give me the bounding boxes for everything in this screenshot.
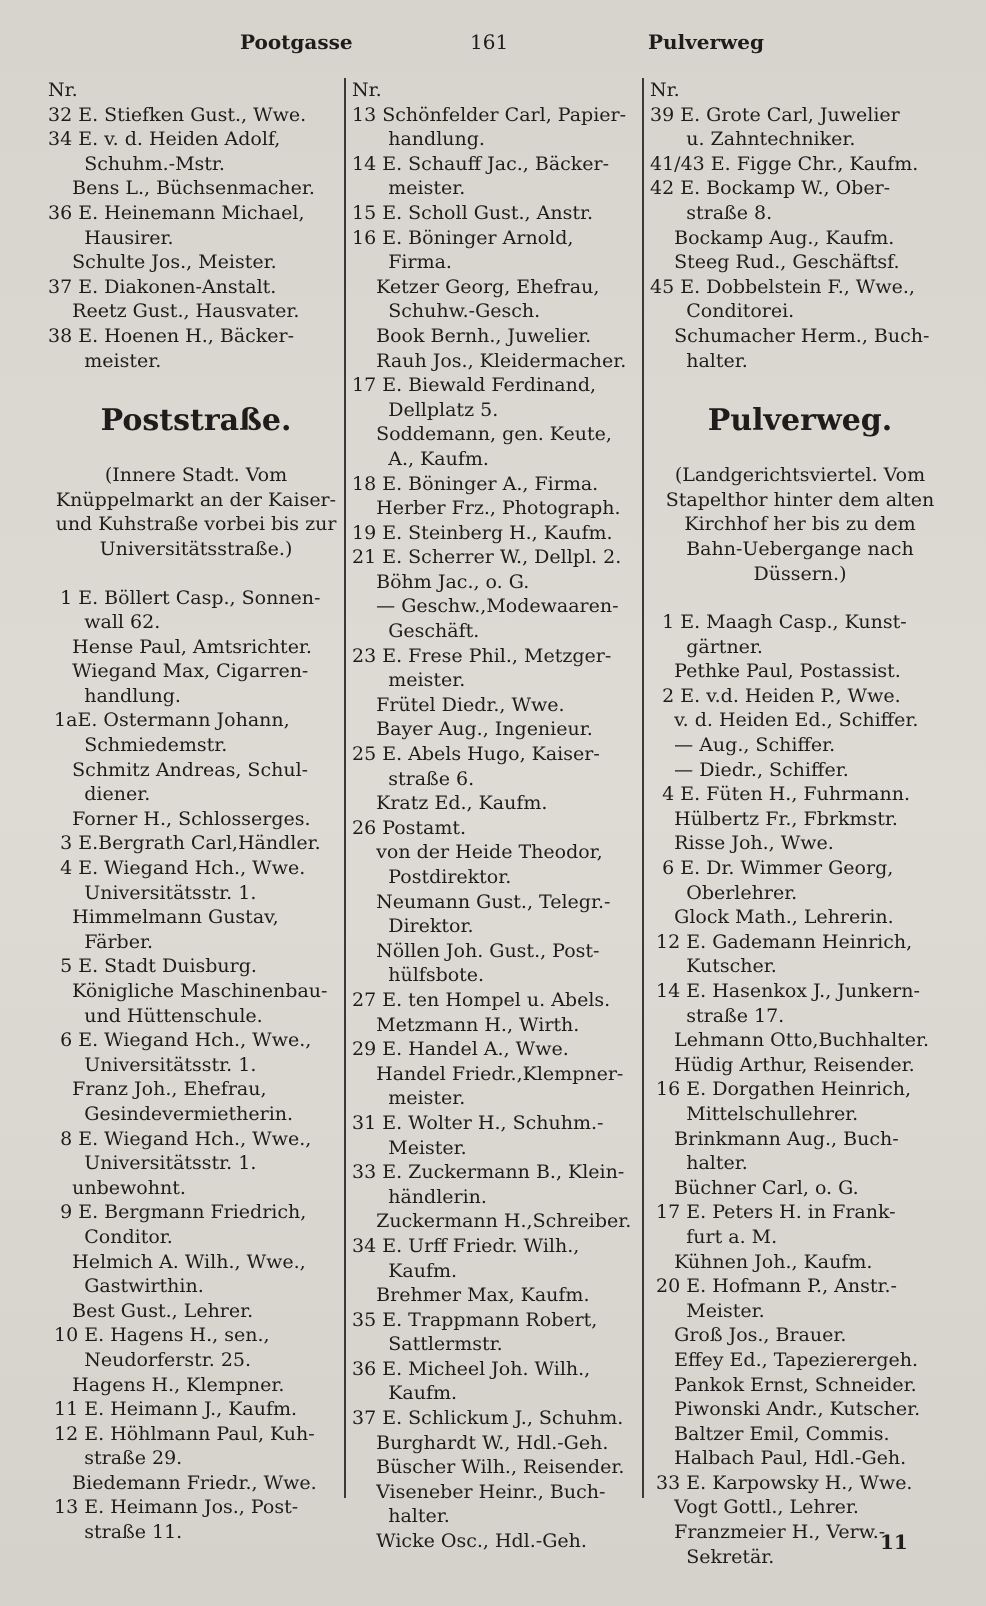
directory-entry: 37 E. Schlickum J., Schuhm.	[352, 1407, 624, 1430]
directory-entry: Biedemann Friedr., Wwe.	[48, 1471, 317, 1494]
directory-entry: Nr.	[48, 79, 78, 101]
directory-entry: 18 E. Böninger A., Firma.	[352, 472, 599, 495]
directory-entry: A., Kaufm.	[352, 447, 489, 470]
header-right-street: Pulverweg	[648, 30, 764, 54]
directory-entry: Firma.	[352, 251, 452, 274]
directory-entry: 2 E. v.d. Heiden P., Wwe.	[650, 684, 901, 707]
directory-entry: Pankok Ernst, Schneider.	[650, 1373, 917, 1396]
section-title-pulverweg: Pulverweg.	[707, 403, 893, 439]
description-line: Bahn-Uebergange nach	[686, 537, 914, 560]
directory-entry: Reetz Gust., Hausvater.	[48, 300, 300, 323]
directory-entry: Kaufm.	[352, 1259, 458, 1282]
directory-entry: Kutscher.	[650, 955, 777, 978]
directory-entry: Kühnen Joh., Kaufm.	[650, 1250, 873, 1273]
directory-entry: Nr.	[650, 79, 680, 101]
directory-entry: 34 E. Urff Friedr. Wilh.,	[352, 1234, 580, 1257]
directory-entry: Schulte Jos., Meister.	[48, 251, 277, 274]
directory-entry: Sattlermstr.	[352, 1333, 503, 1356]
directory-entry: hülfsbote.	[352, 964, 485, 987]
directory-entry: Burghardt W., Hdl.-Geh.	[352, 1431, 609, 1454]
directory-entry: 25 E. Abels Hugo, Kaiser-	[352, 743, 600, 766]
middle-column	[352, 78, 642, 1554]
directory-entry: 11 E. Heimann J., Kaufm.	[48, 1398, 298, 1421]
directory-entry: Hense Paul, Amtsrichter.	[48, 635, 312, 658]
directory-entry: Baltzer Emil, Commis.	[650, 1422, 890, 1445]
directory-entry: 34 E. v. d. Heiden Adolf,	[48, 128, 281, 151]
directory-entry: 1 E. Maagh Casp., Kunst-	[650, 611, 907, 634]
directory-entry: Ketzer Georg, Ehefrau,	[352, 275, 600, 298]
directory-entry: Groß Jos., Brauer.	[650, 1324, 847, 1347]
directory-entry: Gesindevermietherin.	[48, 1102, 294, 1125]
header-left-street: Pootgasse	[240, 30, 353, 54]
directory-entry: 3 E.Bergrath Carl,Händler.	[48, 832, 321, 855]
directory-entry: handlung.	[48, 684, 181, 707]
directory-entry: Handel Friedr.,Klempner-	[352, 1062, 624, 1085]
directory-entry: Nöllen Joh. Gust., Post-	[352, 939, 600, 962]
directory-entry: Neumann Gust., Telegr.-	[352, 890, 611, 913]
directory-entry: 13 Schönfelder Carl, Papier-	[352, 103, 627, 126]
directory-entry: Rauh Jos., Kleidermacher.	[352, 349, 627, 372]
directory-entry: 35 E. Trappmann Robert,	[352, 1308, 598, 1331]
directory-entry: Neudorferstr. 25.	[48, 1348, 252, 1371]
directory-entry: Hülbertz Fr., Fbrkmstr.	[650, 807, 898, 830]
directory-entry: 14 E. Schauff Jac., Bäcker-	[352, 152, 610, 175]
directory-entry: 1 E. Böllert Casp., Sonnen-	[48, 586, 321, 609]
directory-entry: Königliche Maschinenbau-	[48, 980, 328, 1002]
directory-entry: von der Heide Theodor,	[352, 841, 603, 864]
directory-entry: 12 E. Höhlmann Paul, Kuh-	[48, 1422, 315, 1445]
directory-entry: Herber Frz., Photograph.	[352, 497, 621, 520]
directory-entry: Conditor.	[48, 1225, 173, 1248]
directory-entry: Forner H., Schlosserges.	[48, 807, 311, 830]
column-divider-left	[344, 78, 346, 1498]
directory-entry: 10 E. Hagens H., sen.,	[48, 1324, 270, 1347]
directory-entry: Meister.	[352, 1136, 467, 1159]
directory-entry: 39 E. Grote Carl, Juwelier	[650, 103, 900, 126]
directory-entry: 5 E. Stadt Duisburg.	[48, 955, 257, 978]
directory-entry: 27 E. ten Hompel u. Abels.	[352, 988, 611, 1011]
directory-entry: Book Bernh., Juwelier.	[352, 324, 592, 347]
directory-entry: straße 29.	[48, 1447, 183, 1470]
directory-entry: Halbach Paul, Hdl.-Geh.	[650, 1447, 907, 1470]
directory-entry: Franzmeier H., Verw.-	[650, 1521, 886, 1544]
directory-entry: 19 E. Steinberg H., Kaufm.	[352, 521, 613, 544]
directory-entry: Piwonski Andr., Kutscher.	[650, 1398, 921, 1421]
directory-entry: Färber.	[48, 930, 153, 953]
directory-entry: u. Zahntechniker.	[650, 128, 856, 151]
directory-entry: meister.	[352, 177, 466, 200]
directory-entry: Brinkmann Aug., Buch-	[650, 1127, 899, 1150]
description-line: (Innere Stadt. Vom	[104, 464, 288, 487]
description-line: und Kuhstraße vorbei bis zur	[55, 513, 337, 536]
left-entries	[48, 78, 344, 373]
directory-entry: — Diedr., Schiffer.	[650, 758, 849, 781]
directory-entry: Viseneber Heinr., Buch-	[352, 1480, 606, 1503]
directory-entry: 8 E. Wiegand Hch., Wwe.,	[48, 1127, 312, 1150]
directory-entry: Bockamp Aug., Kaufm.	[650, 226, 895, 249]
directory-entry: 16 E. Dorgathen Heinrich,	[650, 1078, 912, 1101]
directory-entry: Geschäft.	[352, 620, 480, 643]
directory-entry: Himmelmann Gustav,	[48, 906, 279, 929]
directory-entry: — Aug., Schiffer.	[650, 734, 836, 757]
directory-entry: Lehmann Otto,Buchhalter.	[650, 1029, 930, 1052]
directory-entry: Direktor.	[352, 915, 474, 938]
directory-entry: 6 E. Dr. Wimmer Georg,	[650, 857, 894, 880]
directory-entry: Kaufm.	[352, 1382, 458, 1405]
section-desc-poststrasse	[48, 463, 344, 561]
description-line: Universitätsstraße.)	[99, 537, 293, 560]
directory-entry: Schuhw.-Gesch.	[352, 300, 541, 323]
directory-entry: Oberlehrer.	[650, 881, 798, 904]
directory-entry: handlung.	[352, 128, 485, 151]
directory-entry: 16 E. Böninger Arnold,	[352, 226, 574, 249]
directory-entry: Schuhm.-Mstr.	[48, 152, 225, 175]
directory-entry: 21 E. Scherrer W., Dellpl. 2.	[352, 546, 622, 569]
directory-entry: meister.	[352, 669, 466, 692]
directory-entry: Vogt Gottl., Lehrer.	[650, 1496, 859, 1519]
directory-entry: straße 17.	[650, 1004, 785, 1027]
description-line: Düssern.)	[753, 562, 847, 585]
directory-entry: halter.	[352, 1505, 450, 1528]
directory-entry: Pethke Paul, Postassist.	[650, 660, 901, 683]
directory-entry: Franz Joh., Ehefrau,	[48, 1078, 267, 1101]
directory-entry: Universitätsstr. 1.	[48, 1152, 257, 1175]
directory-entry: 20 E. Hofmann P., Anstr.-	[650, 1275, 897, 1298]
directory-entry: 23 E. Frese Phil., Metzger-	[352, 644, 612, 667]
directory-entry: Schmiedemstr.	[48, 734, 228, 757]
directory-entry: 6 E. Wiegand Hch., Wwe.,	[48, 1029, 312, 1052]
right-entries	[650, 78, 950, 373]
signature-mark: 11	[880, 1530, 908, 1554]
directory-entry: meister.	[48, 349, 162, 372]
description-line: Stapelthor hinter dem alten	[665, 488, 935, 511]
directory-entry: meister.	[352, 1087, 466, 1110]
directory-entry: Helmich A. Wilh., Wwe.,	[48, 1250, 306, 1273]
directory-entry: Böhm Jac., o. G.	[352, 570, 530, 593]
directory-entry: Hausirer.	[48, 226, 174, 249]
directory-entry: Bens L., Büchsenmacher.	[48, 177, 315, 200]
directory-entry: 14 E. Hasenkox J., Junkern-	[650, 980, 920, 1002]
directory-entry: 33 E. Zuckermann B., Klein-	[352, 1161, 625, 1184]
directory-entry: 38 E. Hoenen H., Bäcker-	[48, 324, 295, 347]
directory-entry: halter.	[650, 1152, 748, 1175]
directory-entry: Hagens H., Klempner.	[48, 1373, 285, 1396]
directory-entry: Glock Math., Lehrerin.	[650, 906, 894, 929]
directory-entry: 1aE. Ostermann Johann,	[48, 709, 290, 732]
directory-entry: straße 11.	[48, 1521, 183, 1544]
middle-entries	[352, 78, 642, 1554]
directory-entry: Büchner Carl, o. G.	[650, 1176, 859, 1199]
directory-entry: Schmitz Andreas, Schul-	[48, 758, 309, 781]
directory-entry: Steeg Rud., Geschäftsf.	[650, 251, 900, 274]
directory-entry: 36 E. Micheel Joh. Wilh.,	[352, 1357, 591, 1380]
directory-entry: Metzmann H., Wirth.	[352, 1013, 580, 1036]
directory-entry: v. d. Heiden Ed., Schiffer.	[650, 709, 919, 732]
directory-entry: — Geschw.,Modewaaren-	[352, 595, 619, 618]
directory-entry: Hüdig Arthur, Reisender.	[650, 1053, 915, 1076]
directory-entry: 31 E. Wolter H., Schuhm.-	[352, 1111, 604, 1134]
column-divider-right	[642, 78, 644, 1498]
directory-entry: Conditorei.	[650, 300, 795, 323]
directory-entry: furt a. M.	[650, 1225, 778, 1248]
directory-entry: händlerin.	[352, 1185, 487, 1208]
directory-entry: Meister.	[650, 1299, 765, 1322]
section-title-poststrasse: Poststraße.	[100, 403, 292, 439]
directory-entry: Bayer Aug., Ingenieur.	[352, 718, 593, 741]
directory-entry: Dellplatz 5.	[352, 398, 499, 421]
directory-entry: Risse Joh., Wwe.	[650, 832, 834, 855]
right-entries-2	[650, 610, 950, 1569]
directory-entry: Universitätsstr. 1.	[48, 881, 257, 904]
page-number: 161	[470, 30, 509, 54]
directory-entry: Schumacher Herm., Buch-	[650, 324, 930, 347]
directory-entry: straße 6.	[352, 767, 475, 790]
directory-entry: Universitätsstr. 1.	[48, 1053, 257, 1076]
section-desc-pulverweg	[650, 463, 950, 586]
directory-entry: 15 E. Scholl Gust., Anstr.	[352, 201, 593, 224]
directory-entry: 36 E. Heinemann Michael,	[48, 201, 305, 224]
directory-entry: Brehmer Max, Kaufm.	[352, 1284, 590, 1307]
directory-entry: Sekretär.	[650, 1545, 775, 1568]
directory-entry: unbewohnt.	[48, 1176, 186, 1199]
left-entries-2	[48, 586, 344, 1545]
directory-entry: Kratz Ed., Kaufm.	[352, 792, 548, 815]
directory-entry: Wicke Osc., Hdl.-Geh.	[352, 1530, 587, 1553]
directory-entry: 17 E. Biewald Ferdinand,	[352, 374, 597, 397]
directory-entry: diener.	[48, 783, 151, 806]
page-header	[0, 30, 986, 70]
directory-entry: 13 E. Heimann Jos., Post-	[48, 1496, 299, 1519]
directory-entry: Zuckermann H.,Schreiber.	[352, 1210, 632, 1233]
directory-entry: Soddemann, gen. Keute,	[352, 423, 612, 446]
directory-entry: 42 E. Bockamp W., Ober-	[650, 177, 891, 200]
directory-entry: Büscher Wilh., Reisender.	[352, 1456, 625, 1479]
directory-entry: 32 E. Stiefken Gust., Wwe.	[48, 103, 307, 126]
description-line: Kirchhof her bis zu dem	[684, 513, 916, 536]
directory-entry: 33 E. Karpowsky H., Wwe.	[650, 1471, 913, 1494]
directory-entry: Postdirektor.	[352, 866, 512, 888]
directory-entry: 4 E. Wiegand Hch., Wwe.	[48, 857, 306, 880]
directory-entry: 9 E. Bergmann Friedrich,	[48, 1201, 307, 1224]
directory-entry: Nr.	[352, 79, 382, 101]
directory-entry: und Hüttenschule.	[48, 1004, 263, 1027]
description-line: Knüppelmarkt an der Kaiser-	[55, 488, 337, 511]
directory-entry: Frütel Diedr., Wwe.	[352, 693, 565, 716]
directory-entry: Effey Ed., Tapezierergeh.	[650, 1348, 919, 1371]
directory-entry: 4 E. Füten H., Fuhrmann.	[650, 783, 911, 806]
directory-entry: 29 E. Handel A., Wwe.	[352, 1038, 569, 1061]
directory-entry: 12 E. Gademann Heinrich,	[650, 930, 913, 953]
directory-entry: 41/43 E. Figge Chr., Kaufm.	[650, 152, 919, 175]
directory-entry: 45 E. Dobbelstein F., Wwe.,	[650, 275, 915, 298]
directory-entry: halter.	[650, 349, 748, 372]
directory-entry: gärtner.	[650, 635, 763, 658]
directory-entry: 26 Postamt.	[352, 816, 467, 839]
left-column	[48, 78, 344, 1545]
directory-entry: Wiegand Max, Cigarren-	[48, 660, 309, 683]
directory-entry: straße 8.	[650, 201, 773, 224]
directory-entry: Mittelschullehrer.	[650, 1102, 859, 1125]
right-column	[650, 78, 950, 1569]
description-line: (Landgerichtsviertel. Vom	[674, 464, 926, 487]
directory-entry: 37 E. Diakonen-Anstalt.	[48, 275, 277, 298]
directory-entry: Gastwirthin.	[48, 1275, 204, 1298]
directory-entry: Best Gust., Lehrer.	[48, 1299, 254, 1322]
directory-entry: 17 E. Peters H. in Frank-	[650, 1201, 896, 1224]
directory-entry: wall 62.	[48, 611, 161, 634]
